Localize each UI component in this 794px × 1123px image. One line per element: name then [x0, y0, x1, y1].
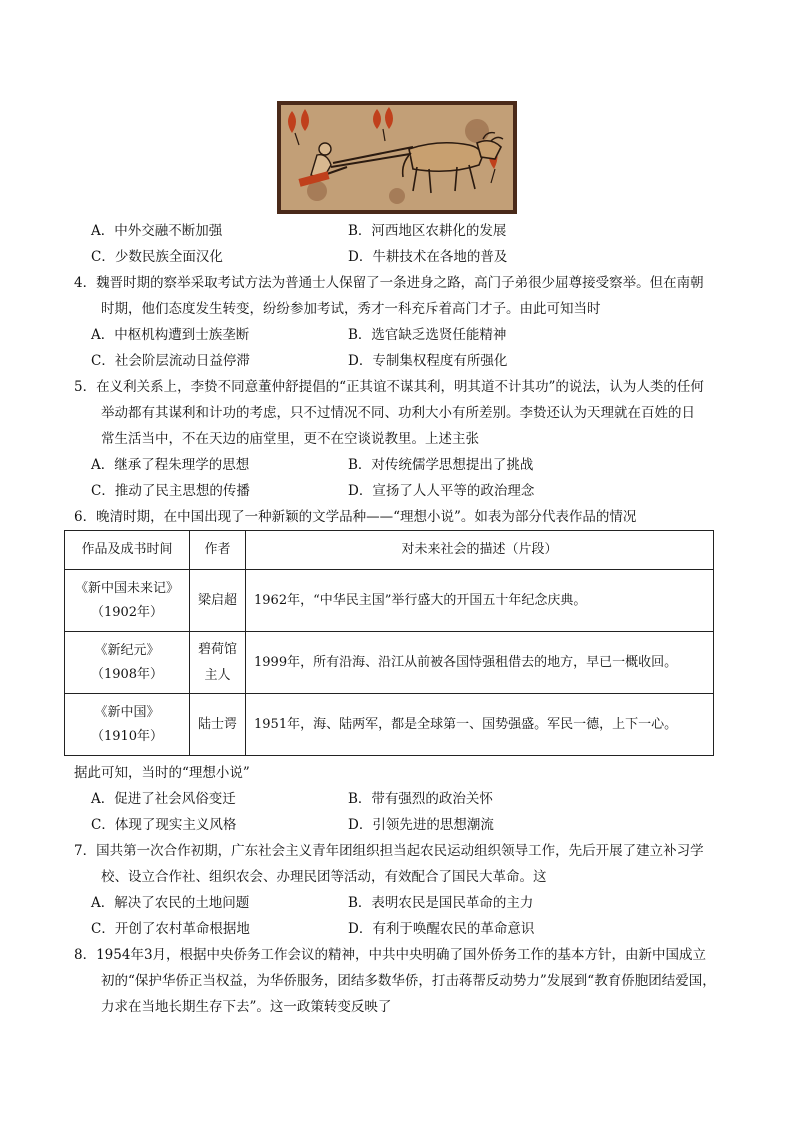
table-row: [65, 694, 714, 756]
table-cell-description: 1999年，所有沿海、沿江从前被各国恃强租借去的地方，早已一概收回。: [246, 632, 714, 694]
q3-option-d[interactable]: D．牛耕技术在各地的普及: [348, 249, 508, 265]
ox-plough-mural-image: [277, 101, 517, 214]
q4-option-d[interactable]: D．专制集权程度有所强化: [348, 353, 508, 369]
table-cell-author: [190, 694, 246, 756]
q7-option-a[interactable]: A．解决了农民的土地问题: [91, 895, 250, 911]
author-name: 碧荷馆: [197, 641, 237, 657]
q7-stem-line-2: 校、设立合作社、组织农会、办理民团等活动，有效配合了国民大革命。这: [101, 869, 547, 885]
table-row: [65, 632, 714, 694]
table-cell-work: [65, 632, 190, 694]
work-year: （1910年）: [90, 728, 164, 744]
q5-option-a[interactable]: A．继承了程朱理学的思想: [91, 457, 250, 473]
table-cell-description: 1951年，海、陆两军，都是全球第一、国势强盛。军民一德，上下一心。: [246, 694, 714, 756]
q8-stem-line-3: 力求在当地长期生存下去”。这一政策转变反映了: [101, 999, 392, 1015]
work-year: （1908年）: [90, 666, 164, 682]
q3-option-b[interactable]: B．河西地区农耕化的发展: [348, 223, 507, 239]
q6-option-a[interactable]: A．促进了社会风俗变迁: [91, 791, 236, 807]
q6-stem: 6．晚清时期，在中国出现了一种新颖的文学品种——“理想小说”。如表为部分代表作品的情况: [74, 509, 637, 525]
q5-stem-line-1: 5．在义利关系上，李贽不同意董仲舒提倡的“正其谊不谋其利，明其道不计其功”的说法，认为人类的任何: [74, 379, 704, 395]
q5-stem-line-2: 举动都有其谋利和计功的考虑，只不过情况不同、功利大小有所差别。李贽还认为天理就在百姓的日: [101, 405, 695, 421]
q4-option-b[interactable]: B．选官缺乏选贤任能精神: [348, 327, 507, 343]
q7-stem-line-1: 7．国共第一次合作初期，广东社会主义青年团组织担当起农民运动组织领导工作，先后开展了建立补习学: [74, 843, 704, 859]
q4-stem-line-2: 时期，他们态度发生转变，纷纷参加考试，秀才一科充斥着高门才子。由此可知当时: [101, 301, 601, 317]
q4-option-a[interactable]: A．中枢机构遭到士族垄断: [91, 327, 250, 343]
q7-option-d[interactable]: D．有利于唤醒农民的革命意识: [348, 921, 535, 937]
q7-option-c[interactable]: C．开创了农村革命根据地: [91, 921, 250, 937]
q6-option-b[interactable]: B．带有强烈的政治关怀: [348, 791, 493, 807]
q5-option-b[interactable]: B．对传统儒学思想提出了挑战: [348, 457, 534, 473]
work-title: 《新纪元》: [94, 642, 160, 658]
q6-table: [64, 530, 714, 756]
q6-conclusion: 据此可知，当时的“理想小说”: [74, 765, 250, 781]
table-header-work: 作品及成书时间: [65, 531, 190, 570]
work-year: （1902年）: [90, 604, 164, 620]
q6-option-d[interactable]: D．引领先进的思想潮流: [348, 817, 494, 833]
work-title: 《新中国》: [94, 704, 160, 720]
author-name-cont: 主人: [204, 667, 231, 683]
author-name: 陆士谔: [197, 716, 237, 732]
author-name: 梁启超: [197, 592, 237, 608]
table-cell-work: [65, 570, 190, 632]
q4-option-c[interactable]: C．社会阶层流动日益停滞: [91, 353, 250, 369]
q4-stem-line-1: 4．魏晋时期的察举采取考试方法为普通士人保留了一条进身之路，高门子弟很少屈尊接受察举。但在南朝: [74, 275, 704, 291]
table-cell-description: 1962年，“中华民主国”举行盛大的开国五十年纪念庆典。: [246, 570, 714, 632]
table-cell-author: [190, 632, 246, 694]
table-header-row: [65, 531, 714, 570]
q5-option-d[interactable]: D．宣扬了人人平等的政治理念: [348, 483, 535, 499]
table-row: [65, 570, 714, 632]
q3-option-a[interactable]: A．中外交融不断加强: [91, 223, 223, 239]
table-header-description: 对未来社会的描述（片段）: [246, 531, 714, 570]
table-cell-author: [190, 570, 246, 632]
q8-stem-line-1: 8．1954年3月，根据中央侨务工作会议的精神，中共中央明确了国外侨务工作的基本方针，由新中国成立: [74, 947, 707, 963]
q5-stem-line-3: 常生活当中，不在天边的庙堂里，更不在空谈说教里。上述主张: [101, 431, 479, 447]
q8-stem-line-2: 初的“保护华侨正当权益，为华侨服务，团结多数华侨，打击蒋帮反动势力”发展到“教育侨胞团结爱国，: [101, 973, 716, 989]
q5-option-c[interactable]: C．推动了民主思想的传播: [91, 483, 250, 499]
work-title: 《新中国未来记》: [74, 580, 179, 596]
table-cell-work: [65, 694, 190, 756]
table-header-author: 作者: [190, 531, 246, 570]
q7-option-b[interactable]: B．表明农民是国民革命的主力: [348, 895, 534, 911]
q6-option-c[interactable]: C．体现了现实主义风格: [91, 817, 237, 833]
q3-option-c[interactable]: C．少数民族全面汉化: [91, 249, 223, 265]
